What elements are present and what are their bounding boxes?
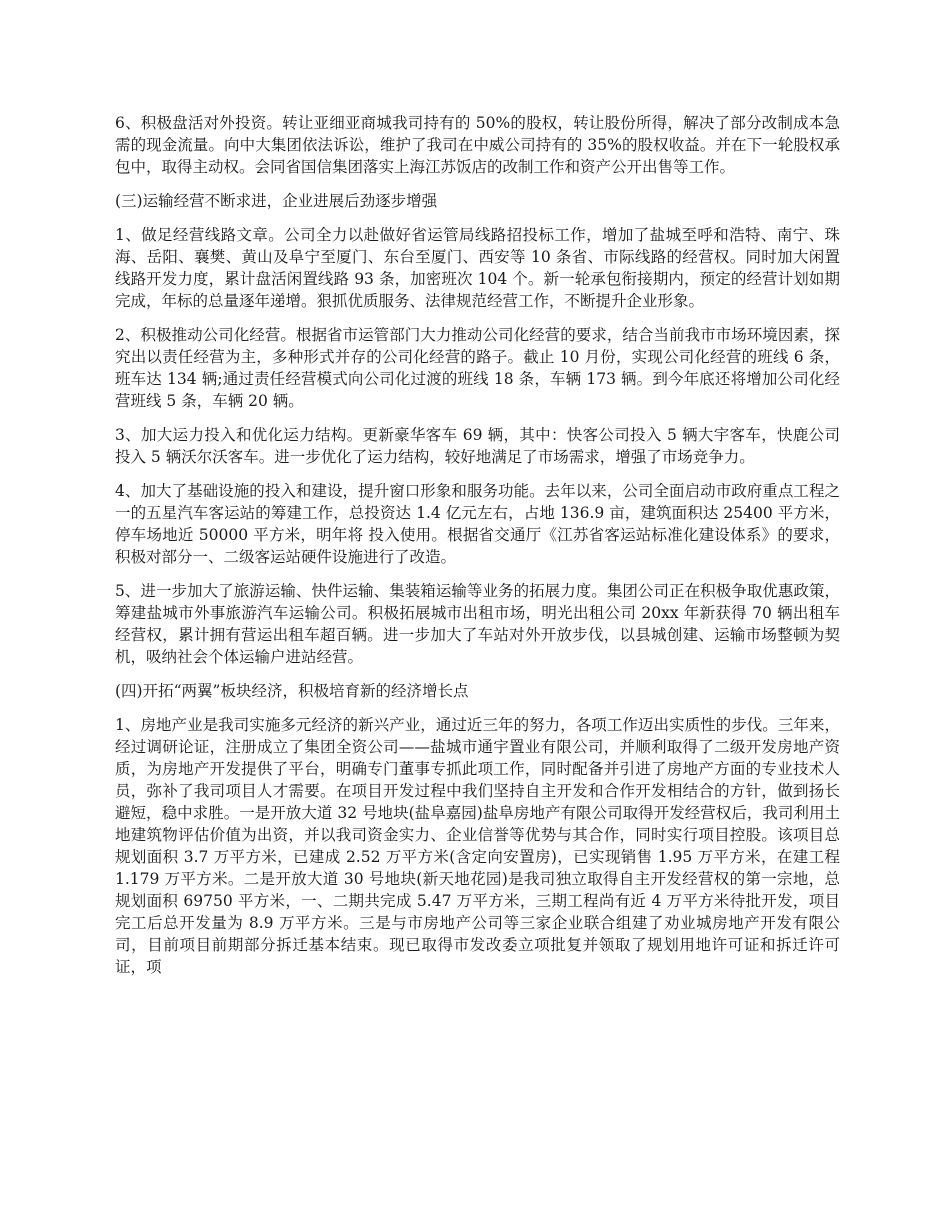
section-heading-transport: (三)运输经营不断求进，企业进展后劲逐步增强 — [115, 192, 438, 210]
paragraph-routes: 1、做足经营线路文章。公司全力以赴做好省运管局线路招投标工作，增加了盐城至呼和浩特、南宁、珠海、岳阳、襄樊、黄山及阜宁至厦门、东台至厦门、西安等 10 条省、市际线路的经营权。同时加大闲置线路开发力度，累计盘活闲置线路 93 条，加密班次 104 个。新一轮承包衔接期内，预定的经营计划如期完成，年标的总量逐年递增。狠抓优质服务、法律规范经营工作，不断提升企业形象。 — [115, 226, 840, 310]
paragraph-real-estate: 1、房地产业是我司实施多元经济的新兴产业，通过近三年的努力，各项工作迈出实质性的步伐。三年来，经过调研论证，注册成立了集团全资公司——盐城市通宇置业有限公司，并顺利取得了二级开发房地产资质，为房地产开发提供了平台，明确专门董事专抓此项工作，同时配备并引进了房地产方面的专业技术人员，弥补了我司项目人才需要。在项目开发过程中我们坚持自主开发和合作开发相结合的方针，做到扬长避短，稳中求胜。一是开放大道 32 号地块(盐阜嘉园)盐阜房地产有限公司取得开发经营权后，我司利用土地建筑物评估价值为出资，并以我司资金实力、企业信誉等优势与其合作，同时实行项目控股。该项目总规划面积 3.7 万平方米，已建成 2.52 万平方米(含定向安置房)，已实现销售 1.95 万平方米，在建工程 1.179 万平方米。二是开放大道 30 号地块(新天地花园)是我司独立取得自主开发经营权的第一宗地，总规划面积 69750 平方米，一、二期共完成 5.47 万平方米，三期工程尚有近 4 万平方米待批开发，项目完工后总开发量为 8.9 万平方米。三是与市房地产公司等三家企业联合组建了劝业城房地产开发有限公司，目前项目前期部分拆迁基本结束。现已取得市发改委立项批复并领取了规划用地许可证和拆迁许可证，项 — [115, 716, 840, 976]
paragraph-infrastructure: 4、加大了基础设施的投入和建设，提升窗口形象和服务功能。去年以来，公司全面启动市政府重点工程之一的五星汽车客运站的筹建工作，总投资达 1.4 亿元左右，占地 136.9 亩，建筑面积达 25400 平方米，停车场地近 50000 平方米，明年将 投入使用。根据省交通厅《江苏省客运站标准化建设体系》的要求，积极对部分一、二级客运站硬件设施进行了改造。 — [115, 482, 840, 566]
section-heading-two-wings: (四)开拓“两翼”板块经济，积极培育新的经济增长点 — [115, 682, 469, 700]
paragraph-investment: 6、积极盘活对外投资。转让亚细亚商城我司持有的 50%的股权，转让股份所得，解决了部分改制成本急需的现金流量。向中大集团依法诉讼，维护了我司在中威公司持有的 35%的股权收益。并在下一轮股权承包中，取得主动权。会同省国信集团落实上海江苏饭店的改制工作和资产公开出售等工作。 — [115, 114, 840, 176]
paragraph-tourism-transport: 5、进一步加大了旅游运输、快件运输、集装箱运输等业务的拓展力度。集团公司正在积极争取优惠政策，筹建盐城市外事旅游汽车运输公司。积极拓展城市出租市场，明光出租公司 20xx 年新获得 70 辆出租车经营权，累计拥有营运出租车超百辆。进一步加大了车站对外开放步伐，以县城创建、运输市场整顿为契机，吸纳社会个体运输户进站经营。 — [115, 582, 840, 666]
document-body — [115, 112, 840, 990]
paragraph-capacity: 3、加大运力投入和优化运力结构。更新豪华客车 69 辆，其中：快客公司投入 5 辆大宇客车，快鹿公司投入 5 辆沃尔沃客车。进一步优化了运力结构，较好地满足了市场需求，增强了市场竞争力。 — [115, 426, 840, 466]
paragraph-corporate-operation: 2、积极推动公司化经营。根据省市运管部门大力推动公司化经营的要求，结合当前我市市场环境因素，探究出以责任经营为主，多种形式并存的公司化经营的路子。截止 10 月份，实现公司化经营的班线 6 条，班车达 134 辆;通过责任经营模式向公司化过渡的班线 18 条，车辆 173 辆。到今年底还将增加公司化经营班线 5 条，车辆 20 辆。 — [115, 326, 840, 410]
